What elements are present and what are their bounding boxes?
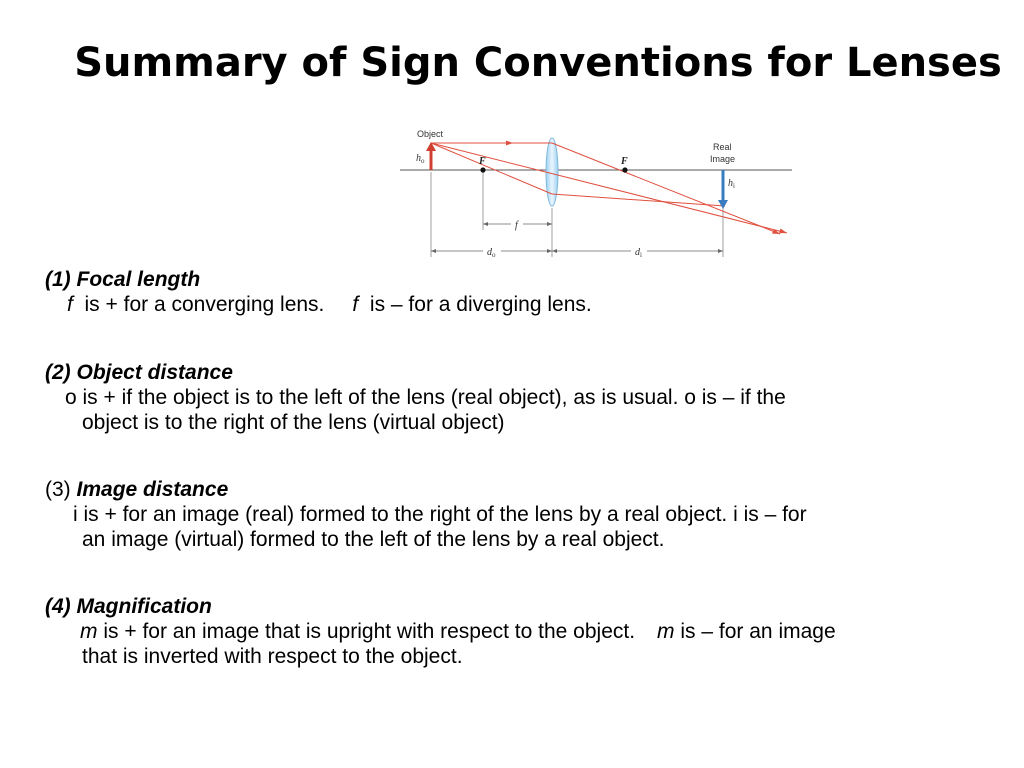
- magnification-symbol-1: m: [80, 620, 98, 643]
- real-image-label-1: Real: [713, 142, 732, 152]
- do-label: $d_o$: [487, 247, 496, 259]
- di-arrow-right: [718, 249, 723, 253]
- focal-point-left: [480, 167, 485, 172]
- object-distance-line-1: o is + if the object is to the left of the lens (real object), as is usual. o is – if the: [65, 386, 786, 409]
- ray-arrow-3: [779, 229, 787, 234]
- focal-label-left: F: [479, 156, 486, 167]
- image-arrowhead: [718, 200, 728, 209]
- do-arrow-right: [547, 249, 552, 253]
- image-distance-line-2: an image (virtual) formed to the left of the lens by a real object.: [82, 528, 665, 551]
- di-arrow-left: [552, 249, 557, 253]
- magnification-heading: (4) Magnification: [45, 595, 212, 618]
- page-title: Summary of Sign Conventions for Lenses: [74, 40, 1002, 86]
- magnification-line-1: [45, 619, 1005, 644]
- section-magnification: [45, 594, 1005, 669]
- converging-lens: [546, 138, 558, 206]
- section-image-distance: [45, 477, 1005, 552]
- ho-label: $h_o$: [416, 153, 425, 165]
- do-arrow-left: [431, 249, 436, 253]
- ray-arrow-1: [506, 141, 513, 146]
- object-distance-heading: (2) Object distance: [45, 361, 233, 384]
- di-label: $d_i$: [635, 247, 642, 259]
- lens-ray-diagram: [395, 120, 800, 260]
- section-object-distance: [45, 360, 1005, 435]
- f-label: f: [515, 220, 518, 231]
- image-distance-heading: Image distance: [76, 478, 229, 501]
- f-arrow-right: [547, 222, 552, 226]
- real-image-label-2: Image: [710, 154, 736, 164]
- focal-text-1: is + for a converging lens.: [84, 293, 325, 316]
- magnification-text-1: is + for an image that is upright with respect to the object.: [103, 620, 636, 643]
- focal-symbol-2: f: [352, 293, 359, 316]
- focal-label-right: F: [621, 156, 628, 167]
- focal-point-right: [622, 167, 627, 172]
- image-distance-heading-row: [45, 477, 1005, 502]
- focal-symbol-1: f: [67, 293, 73, 316]
- focal-length-body: [45, 292, 1005, 317]
- object-label: Object: [417, 129, 444, 139]
- image-distance-line-1: i is + for an image (real) formed to the right of the lens by a real object. i is – for: [73, 503, 807, 526]
- magnification-line-2: that is inverted with respect to the object.: [82, 645, 463, 668]
- hi-label: $h_i$: [728, 178, 735, 190]
- focal-text-2: is – for a diverging lens.: [369, 293, 592, 316]
- section-focal-length: [45, 267, 1005, 317]
- object-distance-line-2: object is to the right of the lens (virtual object): [82, 411, 505, 434]
- f-arrow-left: [483, 222, 488, 226]
- ray-refracted: [552, 143, 780, 234]
- magnification-symbol-2: m: [657, 620, 675, 643]
- focal-length-heading: (1) Focal length: [45, 268, 201, 291]
- image-distance-number: (3): [45, 478, 71, 501]
- magnification-text-2: is – for an image: [680, 620, 836, 643]
